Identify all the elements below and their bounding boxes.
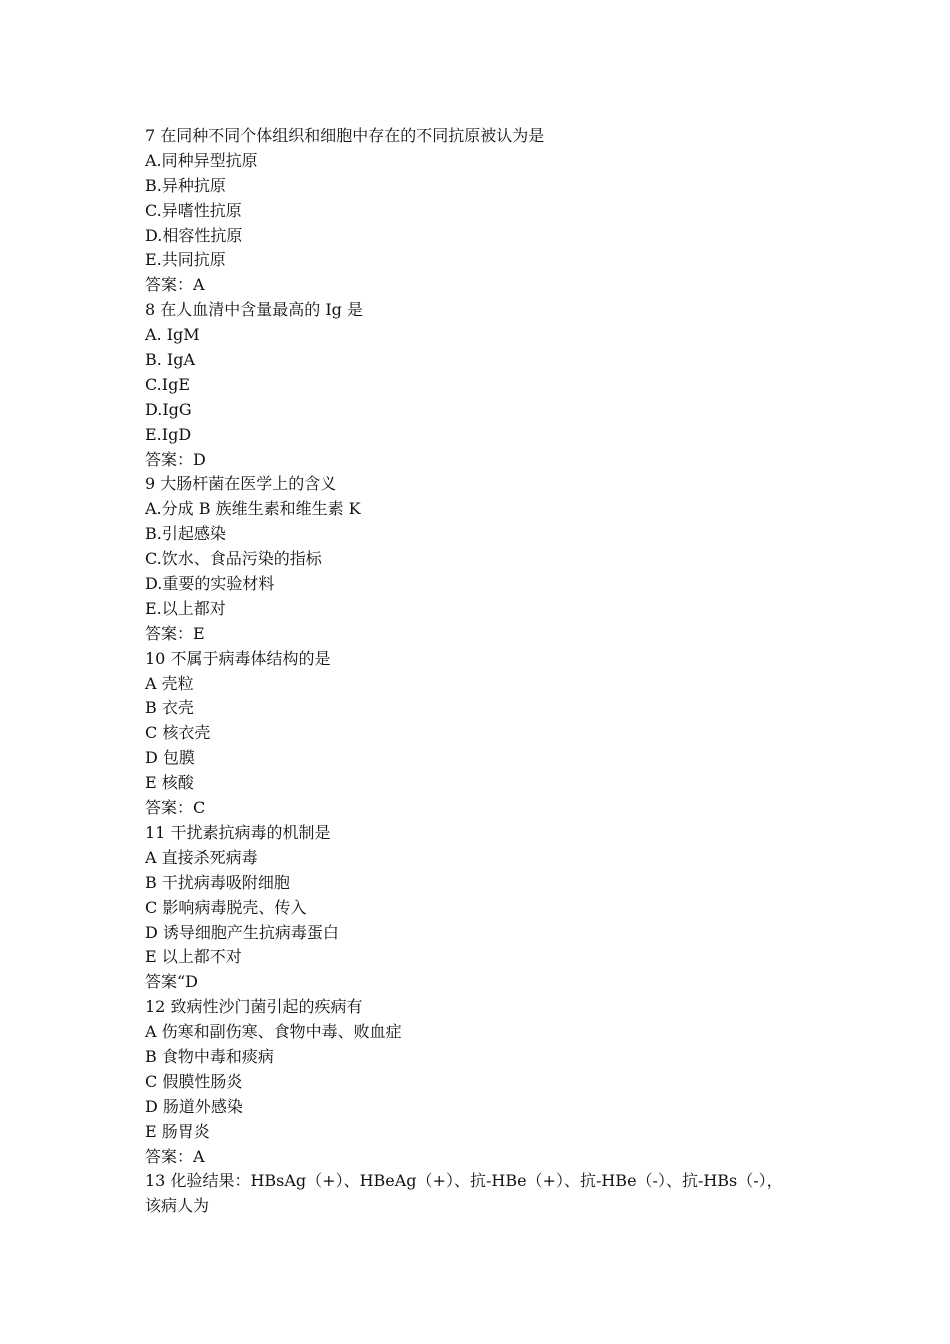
question-8-answer: 答案：D xyxy=(145,449,206,469)
question-9-title: 9 大肠杆菌在医学上的含义 xyxy=(145,474,337,494)
question-text-block xyxy=(145,124,825,1219)
question-12-answer: 答案：A xyxy=(145,1146,205,1166)
question-7-answer: 答案：A xyxy=(145,275,205,295)
question-11-option-e: E 以上都不对 xyxy=(145,947,242,967)
question-7-option-a: A.同种异型抗原 xyxy=(145,150,258,170)
question-12-option-e: E 肠胃炎 xyxy=(145,1121,210,1141)
question-11-title: 11 干扰素抗病毒的机制是 xyxy=(145,822,331,842)
question-7-option-c: C.异嗜性抗原 xyxy=(145,200,242,220)
question-11-option-d: D 诱导细胞产生抗病毒蛋白 xyxy=(145,922,339,942)
question-9-option-d: D.重要的实验材料 xyxy=(145,574,275,594)
question-8-option-e: E.IgD xyxy=(145,424,192,444)
question-10-option-a: A 壳粒 xyxy=(145,673,194,693)
question-7-title: 7 在同种不同个体组织和细胞中存在的不同抗原被认为是 xyxy=(145,126,545,145)
question-9-option-e: E.以上都对 xyxy=(145,598,226,618)
question-10-answer: 答案：C xyxy=(145,798,206,818)
question-7-option-d: D.相容性抗原 xyxy=(145,225,243,245)
question-8-option-b: B. IgA xyxy=(145,350,196,370)
question-11-option-c: C 影响病毒脱壳、传入 xyxy=(145,897,307,917)
question-13-title-continued: 该病人为 xyxy=(145,1196,210,1216)
question-12-option-c: C 假膜性肠炎 xyxy=(145,1071,243,1091)
question-8-title: 8 在人血清中含量最高的 Ig 是 xyxy=(145,300,364,320)
question-10-title: 10 不属于病毒体结构的是 xyxy=(145,648,331,668)
question-7-option-b: B.异种抗原 xyxy=(145,175,226,195)
question-9-option-a: A.分成 B 族维生素和维生素 K xyxy=(145,499,361,519)
question-7-option-e: E.共同抗原 xyxy=(145,250,226,270)
question-12-option-d: D 肠道外感染 xyxy=(145,1096,243,1116)
question-12-title: 12 致病性沙门菌引起的疾病有 xyxy=(145,997,363,1017)
question-11-option-b: B 干扰病毒吸附细胞 xyxy=(145,872,290,892)
question-13-title: 13 化验结果：HBsAg（+）、HBeAg（+）、抗-HBe（+）、抗-HBe（-）、抗-HBs（-）， xyxy=(145,1171,783,1191)
question-11-answer: 答案“D xyxy=(145,972,199,992)
question-9-option-c: C.饮水、食品污染的指标 xyxy=(145,549,322,569)
question-12-option-a: A 伤寒和副伤寒、食物中毒、败血症 xyxy=(145,1022,402,1042)
question-8-option-c: C.IgE xyxy=(145,374,190,394)
question-8-option-d: D.IgG xyxy=(145,399,192,419)
question-10-option-c: C 核衣壳 xyxy=(145,723,211,743)
question-9-option-b: B.引起感染 xyxy=(145,524,226,544)
question-10-option-d: D 包膜 xyxy=(145,748,195,768)
question-8-option-a: A. IgM xyxy=(145,325,200,345)
question-10-option-b: B 衣壳 xyxy=(145,698,194,718)
question-12-option-b: B 食物中毒和痰病 xyxy=(145,1046,274,1066)
question-11-option-a: A 直接杀死病毒 xyxy=(145,847,258,867)
question-10-option-e: E 核酸 xyxy=(145,773,194,793)
question-9-answer: 答案：E xyxy=(145,623,205,643)
